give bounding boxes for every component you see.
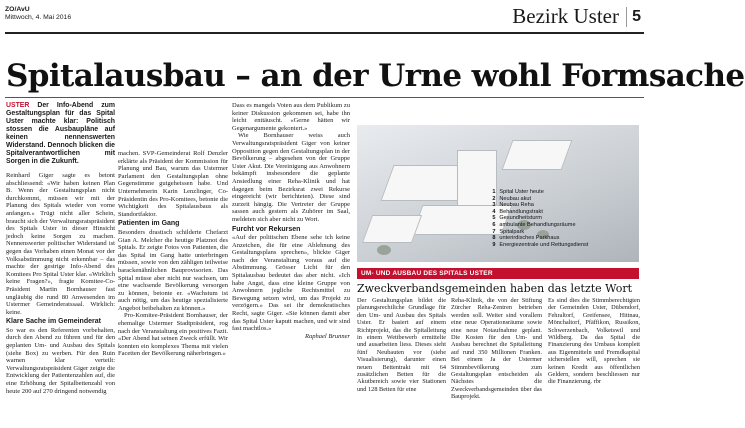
paragraph: Dass es mangels Voten aus dem Publikum zu keiner Diskussion gekommen sei, habe ihn leicht enttäuscht. «Gerne hätten wir Gegenargumente gekontert.» bbox=[232, 102, 350, 132]
article-headline: Spitalausbau – an der Urne wohl Formsache bbox=[6, 58, 745, 94]
box-headline: Zweckverbandsgemeinden haben das letzte Wort bbox=[357, 282, 633, 295]
box-column-1: Der Gestaltungsplan bildet die planungsrechtliche Grundlage für den Um- und Ausbau des Spitals Uster. Er basiert auf einem Richtprojekt, das die Spitalleitung in einem Wettbewerb ermittelte und ausarbeiten liess. Dieses sieht fünf Neubauten vor (siehe Visualisierung), darunter einen neuen Bettentrakt mit 64 zusätzlichen Betten für die Akutbereich sowie vier Stationen und 128 Betten für eine bbox=[357, 297, 446, 393]
subheading: Furcht vor Rekursen bbox=[232, 225, 301, 233]
box-column-2: Reha-Klinik, die von der Stiftung Zürcher Reha-Zentren betrieben werden soll. Weiter sind vorallem eine neue Operationsräume sowie eine neue Notaufnahme geplant. Die Kosten für den Um- und Ausbau berechnet die Spitalleitung auf rund 350 Millionen Franken. Bei einem Ja der Ustermer Stimmbevölkerung zum Gestaltungsplan entscheiden als Nächstes die Zweckverbandsgemeinden über das Bauprojekt. bbox=[451, 297, 542, 401]
paragraph: «Auf der politischen Ebene sehe ich keine Anzeichen, die für eine Ablehnung des Gestaltungsplans sprechen», blickte Giger nach der Veranstaltung voraus auf die Abstimmung. Grösser Licht für den Spitalausbau bedeutet das aber nicht. «Ich habe Angst, dass eine kleine Gruppe von Anwohnern jegliche Rechtsmittel zu Bewegung setzen wird, um das Projekt zu verzögern.» Das sei ihr demokratisches Recht, sagte Giger. «Sie können damit aber das Spital Uster kaputt machen, und wir sind fast machtlos.» bbox=[232, 234, 350, 333]
page-number: 5 bbox=[626, 7, 641, 27]
subheading: Klare Sache im Gemeinderat bbox=[6, 318, 101, 326]
section-title: Bezirk Uster bbox=[512, 4, 619, 28]
paragraph: Pro-Komitee-Präsident Bornhauser, der ehemalige Ustermer Stadtpräsident, rog nach der Veranstaltung ein positives Fazit. «Der Abend hat seinen Zweck erfüllt. Wir konnten ein komplexes Thema mit vielen Facetten der Bevölkerung näherbringen.» bbox=[118, 312, 228, 358]
legend-item: 4 Behandlungstrakt bbox=[492, 208, 543, 215]
legend-item: 7 Spitalpark bbox=[492, 228, 525, 235]
article-column-2 bbox=[118, 102, 228, 426]
headline-rule bbox=[5, 97, 644, 98]
legend-item: 6 ambulante Behandlungsräume bbox=[492, 221, 576, 228]
paper-name: ZO/AvU bbox=[5, 6, 30, 13]
paragraph: Besonders drastisch schilderte Chefarzt Gian A. Melcher die heutige Platznot des Spitals. Er zeigte Fotos von Patienten, die das Spital im Gang hatte unterbringen müssen, sowie von den zähligen teilweise barackenähnlichen Bauprovisorien. Das Spital müsse aber nicht nur wachsen, um eine wachsende Bevölkerung versorgen zu können, betonte er. «Wachstum ist auch nötig, um das heutige spezialisierte Angebot beibehalten zu können.» bbox=[118, 228, 228, 312]
paragraph: machen. SVP-Gemeinderat Rolf Denzler erklärte als Präsident der Kommission für Planung und Bau, warum das Ustermer Parlament den Gestaltungsplan ohne Gegenstimme gutgeheissen habe. Und Unternehmerin Karin Lenzlinger, Co-Präsidentin des Pro-Komitees, betonte die Wichtigkeit des Spitalausbaus als Standortfaktor. bbox=[118, 150, 228, 218]
visualization-legend bbox=[492, 189, 588, 248]
box-kicker: UM- UND AUSBAU DES SPITALS USTER bbox=[357, 268, 639, 279]
paragraph: Wie Bornhauser weiss auch Verwaltungsratspräsident Giger von keiner Opposition gegen den Gestaltungsplan in der Bevölkerung – abgesehen von der Gruppe Uster Akut. Die Vereinigung aus Anwohnern bekämpft insbesondere die geplante Ansiedlung einer Reha-Klinik und hat dagegen beim Bezirksrat zwei Rekurse eingereicht (wir berichteten). Diese sind zurzeit hängig. Die Vertreter der Gruppe sassen auch gestern als Zuhörer im Saal, meldeten sich aber nicht zu Wort. bbox=[232, 132, 350, 223]
building-reha bbox=[362, 215, 422, 243]
lead-keyword: USTER bbox=[6, 102, 30, 109]
subheading: Patienten im Gang bbox=[118, 220, 180, 228]
lead-text: Der Info-Abend zum Gestaltungsplan für das Spital Uster machte klar: Politisch stossen die Ausbaupläne auf keinen nennenswerten Widerstand. Dennoch blicken die Spitalverantwortlichen mit Sorgen in die Zukunft. bbox=[6, 102, 115, 165]
author-byline: Raphael Brunner bbox=[305, 332, 350, 340]
article-column-1 bbox=[6, 102, 115, 426]
issue-date: Mittwoch, 4. Mai 2016 bbox=[5, 13, 72, 21]
legend-item: 5 Gesundheitsturm bbox=[492, 215, 542, 222]
building-background bbox=[502, 140, 573, 170]
legend-item: 1 Spital Uster heute bbox=[492, 189, 544, 195]
building-tower bbox=[457, 150, 497, 210]
hospital-visualization bbox=[357, 125, 639, 262]
article-column-3 bbox=[232, 102, 350, 426]
paragraph: Reinhard Giger sagte es betont abschliessend: «Wir haben keinen Plan B. Wenn der Gestaltungsplan nicht durchkommt, müssen wir mit der Planung des Spitals wieder von vorne anfangen.» Trügt nicht aller Schein, braucht sich der Verwaltungsratspräsident des Spitals Uster in dieser Hinsicht jedoch keine Sorgen zu machen. Nennenswerter politischer Widerstand ist gegen das Vorhaben einen Monat vor der Volksabstimmung nicht erkennbar – das machte der gestrige Info-Abend des Komitees Pro Spital Uster klar. «Wirklich keine Fragen?», fragte Komitee-Co-Präsident Martin Bornhauser fast ungläubig die rund 80 Anwesenden im Ustermer Gemeinderatssaal. Wirklich: keine. bbox=[6, 172, 115, 316]
tree-shape bbox=[377, 245, 391, 255]
masthead-rule bbox=[5, 32, 644, 34]
masthead-info bbox=[5, 6, 71, 21]
article-lead bbox=[6, 102, 115, 166]
legend-item: 2 Neubau akut bbox=[492, 195, 532, 202]
paragraph: So war es den Referenten vorbehalten, durch den Abend zu führen und für den geplanten Um- und Ausbau des Spitals (siehe Box) zu werben. Für den Ruin warnen klar verteilt: Verwaltungsratspräsident Giger zeigte die Entwicklung der Patientenzahlen auf, die eine Erhöhung der Spitalbettenzahl von heute 200 auf 270 dringend notwendig bbox=[6, 326, 115, 395]
box-column-3: Es sind dies die Stimmberechtigten der Gemeinden Uster, Dübendorf, Fehraltorf, Greifensee, Hittnau, Mönchaltorf, Pfäffikon, Russikon, Schwerzenbach, Volketswil und Wildberg. Da das Spital die Finanzierung des Umbaus komplett aus Eigenmitteln und Fremdkapital sicherstellen will, sprechen sie keinen Kredit aus öffentlichen Geldern, sondern beschliessen nur die Finanzierung. rbr bbox=[548, 297, 640, 386]
legend-item: 8 unterirdisches Parkhaus bbox=[492, 235, 560, 242]
legend-item: 3 Neubau Reha bbox=[492, 202, 534, 209]
legend-item: 9 Energiezentrale und Rettungsdienst bbox=[492, 241, 589, 248]
